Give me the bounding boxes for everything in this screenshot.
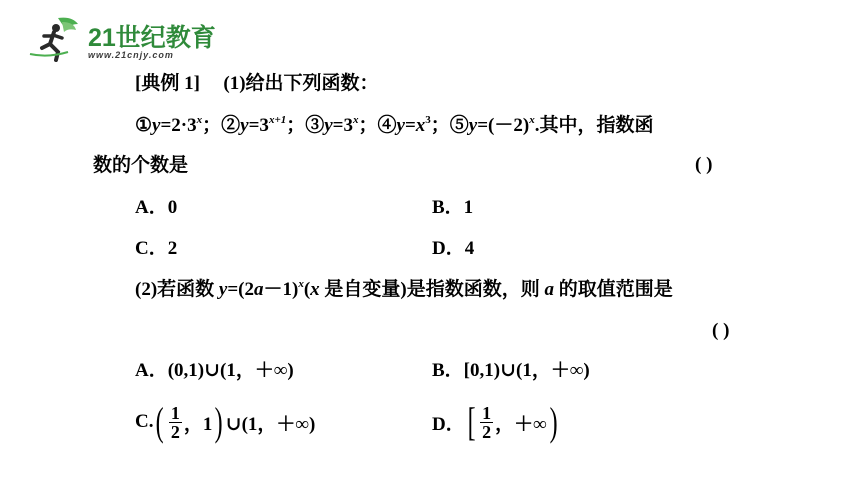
option-2d [432,400,560,444]
answer-blank-2: ( ) [712,320,730,341]
right-paren-large: ) [549,399,558,444]
option-2b: B．[0,1)∪(1，＋∞) [432,360,590,381]
exp-x: x [353,114,359,126]
var-a: a [544,279,554,300]
part1-intro: (1)给出下列函数： [223,73,379,94]
var-y: y [218,279,228,300]
func-5-marker: ；⑤ [430,115,469,136]
var-x: x [310,279,320,300]
site-logo[interactable] [28,14,216,66]
part2-after-x: 是自变量)是指数函数，则 [319,279,545,300]
func-1-marker: ① [135,115,153,136]
var-a: a [254,279,264,300]
exp-x: x [196,114,203,126]
left-bracket-large: [ [467,399,476,444]
exp-x: x [298,278,304,290]
func-1-body: =2·3 [160,115,197,136]
option-2c-rest: ，1 [183,413,213,435]
option-2a: A．(0,1)∪(1，＋∞) [135,360,294,381]
var-y: y [240,115,249,136]
running-figure-logo-icon [28,14,88,64]
example-heading: [典例 1] [135,73,200,94]
part2-question [135,278,673,302]
part2-eq-a: =(2 [227,279,254,300]
exp-3: 3 [425,114,431,126]
problem-heading-line [135,72,379,96]
func-3-body: =3 [332,115,353,136]
var-y: y [468,115,478,136]
functions-line [135,114,653,138]
fraction-numerator: 1 [170,402,180,423]
left-paren-large: ( [156,399,165,444]
option-2c-tail: ∪(1，＋∞) [225,413,316,435]
fraction-one-half [169,404,182,441]
option-2c-label: C. [135,411,154,432]
option-1a: A．0 [135,197,178,218]
func-2-body: =3 [248,115,269,136]
brand-url: www.21cnjy.com [88,50,174,60]
func-5-body: =(－2) [477,115,530,136]
func-3-marker: ；③ [286,115,325,136]
var-y: y [396,115,405,136]
answer-blank-1: ( ) [695,154,713,175]
part2-eq-b: －1) [263,279,299,300]
fraction-denominator: 2 [170,421,180,442]
functions-tail: .其中，指数函 [534,115,654,136]
part2-prefix: (2)若函数 [135,279,219,300]
var-x: x [415,115,426,136]
func-4-marker: ；④ [358,115,397,136]
brand-name: 21世纪教育 [88,24,216,52]
option-2d-rest: ，＋∞ [495,413,547,435]
func-4-body: = [404,115,416,136]
part2-after-a: 的取值范围是 [553,279,673,300]
option-1b: B．1 [432,197,474,218]
exp-x-plus-1: x+1 [268,114,287,126]
fraction-numerator: 1 [482,402,492,423]
option-2c [135,400,315,444]
option-1c: C．2 [135,238,178,259]
option-2d-label: D． [432,413,465,435]
fraction-denominator: 2 [482,421,492,442]
part2-paren: ( [303,279,311,300]
func-2-marker: ；② [202,115,241,136]
exp-x: x [529,114,535,126]
question-line-2: 数的个数是 [93,155,189,176]
fraction-one-half [480,404,493,441]
var-y: y [152,115,161,136]
var-y: y [324,115,333,136]
right-paren-large: ) [214,399,223,444]
option-1d: D．4 [432,238,475,259]
